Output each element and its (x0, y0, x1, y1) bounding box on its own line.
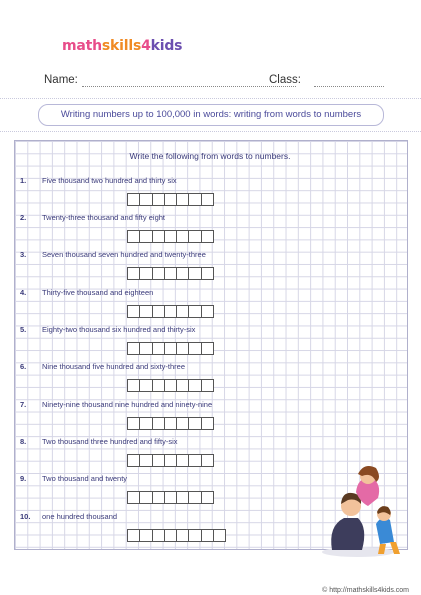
question-number: 6. (20, 362, 27, 371)
question-text: Five thousand two hundred and thirty six (42, 176, 177, 185)
digit-box[interactable] (152, 267, 165, 280)
digit-box[interactable] (164, 379, 177, 392)
logo-part-skills: skills (101, 38, 142, 54)
footer (0, 560, 421, 595)
brand-logo (62, 38, 182, 54)
digit-box[interactable] (127, 193, 140, 206)
digit-box[interactable] (201, 417, 214, 430)
digit-box[interactable] (176, 342, 189, 355)
digit-box[interactable] (201, 454, 214, 467)
answer-boxes[interactable] (128, 267, 214, 278)
digit-box[interactable] (127, 491, 140, 504)
question-item (20, 176, 320, 208)
digit-box[interactable] (176, 267, 189, 280)
digit-box[interactable] (164, 417, 177, 430)
digit-box[interactable] (127, 230, 140, 243)
question-number: 4. (20, 288, 27, 297)
question-text: Thirty-five thousand and eighteen (42, 288, 154, 297)
divider-top (0, 98, 421, 99)
digit-box[interactable] (176, 529, 189, 542)
answer-boxes[interactable] (128, 417, 214, 428)
question-text: Seven thousand seven hundred and twenty-three (42, 250, 206, 259)
answer-boxes[interactable] (128, 379, 214, 390)
digit-box[interactable] (176, 193, 189, 206)
question-number: 7. (20, 400, 27, 409)
question-item (20, 512, 320, 544)
question-number: 9. (20, 474, 27, 483)
digit-box[interactable] (201, 305, 214, 318)
digit-box[interactable] (164, 193, 177, 206)
digit-box[interactable] (188, 491, 201, 504)
question-number: 1. (20, 176, 27, 185)
question-number: 2. (20, 213, 27, 222)
divider-title (0, 131, 421, 132)
digit-box[interactable] (201, 342, 214, 355)
digit-box[interactable] (188, 417, 201, 430)
answer-boxes[interactable] (128, 193, 214, 204)
instruction-text: Write the following from words to numbers. (129, 151, 291, 161)
digit-box[interactable] (152, 193, 165, 206)
question-item (20, 213, 320, 245)
copyright-text: © http://mathskills4kids.com (322, 587, 409, 594)
question-text: Eighty-two thousand six hundred and thirty-six (42, 325, 196, 334)
digit-box[interactable] (176, 491, 189, 504)
digit-box[interactable] (188, 529, 201, 542)
digit-box[interactable] (127, 417, 140, 430)
digit-box[interactable] (201, 491, 214, 504)
digit-box[interactable] (201, 529, 214, 542)
digit-box[interactable] (164, 491, 177, 504)
digit-box[interactable] (176, 454, 189, 467)
digit-box[interactable] (127, 342, 140, 355)
digit-box[interactable] (176, 230, 189, 243)
question-text: one hundred thousand (42, 512, 118, 521)
digit-box[interactable] (139, 342, 152, 355)
digit-box[interactable] (176, 417, 189, 430)
digit-box[interactable] (127, 454, 140, 467)
name-field[interactable] (82, 86, 296, 87)
digit-box[interactable] (139, 193, 152, 206)
question-item (20, 250, 320, 282)
answer-boxes[interactable] (128, 230, 214, 241)
question-item (20, 325, 320, 357)
worksheet-title: Writing numbers up to 100,000 in words: writing from words to numbers (38, 104, 384, 126)
answer-boxes[interactable] (128, 342, 214, 353)
question-item (20, 400, 320, 432)
name-class-row (44, 74, 384, 94)
digit-box[interactable] (139, 230, 152, 243)
digit-box[interactable] (152, 342, 165, 355)
digit-box[interactable] (176, 305, 189, 318)
digit-box[interactable] (164, 454, 177, 467)
logo-part-kids: kids (150, 38, 183, 54)
question-text: Two thousand and twenty (42, 474, 128, 483)
digit-box[interactable] (201, 230, 214, 243)
digit-box[interactable] (152, 454, 165, 467)
digit-box[interactable] (152, 529, 165, 542)
digit-box[interactable] (188, 267, 201, 280)
digit-box[interactable] (127, 529, 140, 542)
question-item (20, 474, 320, 506)
digit-box[interactable] (164, 305, 177, 318)
digit-box[interactable] (213, 529, 226, 542)
digit-box[interactable] (164, 267, 177, 280)
digit-box[interactable] (201, 267, 214, 280)
question-text: Ninety-nine thousand nine hundred and ninety-nine (42, 400, 213, 409)
answer-boxes[interactable] (128, 529, 226, 540)
digit-box[interactable] (188, 454, 201, 467)
answer-boxes[interactable] (128, 305, 214, 316)
answer-boxes[interactable] (128, 491, 214, 502)
name-label: Name: (44, 74, 78, 86)
digit-box[interactable] (188, 193, 201, 206)
digit-box[interactable] (139, 454, 152, 467)
logo-part-4: 4 (141, 38, 151, 54)
question-item (20, 437, 320, 469)
question-text: Twenty-three thousand and fifty eight (42, 213, 165, 222)
question-number: 3. (20, 250, 27, 259)
digit-box[interactable] (176, 379, 189, 392)
digit-box[interactable] (152, 379, 165, 392)
question-item (20, 288, 320, 320)
answer-boxes[interactable] (128, 454, 214, 465)
digit-box[interactable] (188, 379, 201, 392)
digit-box[interactable] (188, 305, 201, 318)
question-number: 10. (20, 512, 31, 521)
digit-box[interactable] (139, 379, 152, 392)
digit-box[interactable] (152, 417, 165, 430)
digit-box[interactable] (139, 529, 152, 542)
digit-box[interactable] (201, 193, 214, 206)
digit-box[interactable] (188, 230, 201, 243)
question-number: 5. (20, 325, 27, 334)
digit-box[interactable] (164, 529, 177, 542)
question-text: Two thousand three hundred and fifty-six (42, 437, 178, 446)
class-label: Class: (269, 74, 301, 86)
children-illustration (318, 462, 404, 558)
question-text: Nine thousand five hundred and sixty-three (42, 362, 186, 371)
digit-box[interactable] (139, 417, 152, 430)
digit-box[interactable] (152, 305, 165, 318)
digit-box[interactable] (127, 305, 140, 318)
logo-part-math: math (62, 38, 102, 54)
digit-box[interactable] (164, 342, 177, 355)
digit-box[interactable] (127, 379, 140, 392)
digit-box[interactable] (201, 379, 214, 392)
digit-box[interactable] (152, 230, 165, 243)
digit-box[interactable] (188, 342, 201, 355)
digit-box[interactable] (127, 267, 140, 280)
digit-box[interactable] (139, 267, 152, 280)
class-field[interactable] (314, 86, 384, 87)
digit-box[interactable] (139, 305, 152, 318)
digit-box[interactable] (139, 491, 152, 504)
digit-box[interactable] (152, 491, 165, 504)
digit-box[interactable] (164, 230, 177, 243)
question-item (20, 362, 320, 394)
question-number: 8. (20, 437, 27, 446)
